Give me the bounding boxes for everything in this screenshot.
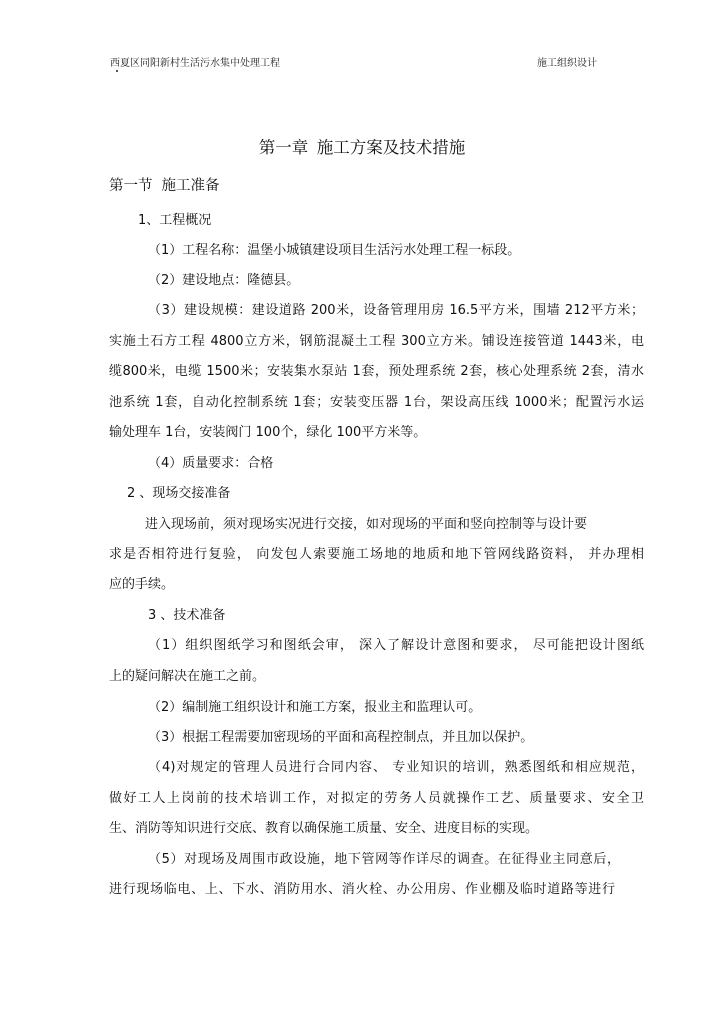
section-title: 第一节 施工准备 bbox=[109, 178, 220, 194]
paragraph-line: （1）工程名称：温堡小城镇建设项目生活污水处理工程一标段。 bbox=[148, 243, 521, 258]
paragraph-line: （4）质量要求：合格 bbox=[148, 456, 274, 471]
paragraph-line: （2）建设地点：隆德县。 bbox=[148, 273, 300, 288]
paragraph-line: （4)对规定的管理人员进行合同内容、 专业知识的培训，熟悉图纸和相应规范， bbox=[148, 760, 644, 775]
paragraph-line: （5）对现场及周围市政设施，地下管网等作详尽的调查。在征得业主同意后， bbox=[148, 852, 620, 867]
paragraph-line: （3）根据工程需要加密现场的平面和高程控制点，并且加以保护。 bbox=[148, 730, 534, 745]
paragraph-line: 进行现场临电、上、下水、消防用水、消火栓、办公用房、作业棚及临时道路等进行 bbox=[109, 882, 615, 897]
paragraph-line: （1）组织图纸学习和图纸会审， 深入了解设计意图和要求， 尽可能把设计图纸 bbox=[148, 638, 644, 653]
paragraph-line: 做好工人上岗前的技术培训工作，对拟定的劳务人员就操作工艺、质量要求、安全卫 bbox=[109, 791, 644, 806]
paragraph-line: （2）编制施工组织设计和施工方案，报业主和监理认可。 bbox=[148, 700, 482, 715]
paragraph-line: 池系统 1套，自动化控制系统 1套；安装变压器 1台，架设高压线 1000米；配置污水运 bbox=[109, 395, 644, 410]
paragraph-line: （3）建设规模：建设道路 200米，设备管理用房 16.5平方米，围墙 212平方米； bbox=[148, 303, 644, 318]
paragraph-line: 输处理车 1台，安装阀门 100个，绿化 100平方米等。 bbox=[109, 425, 427, 440]
paragraph-line: 求是否相符进行复验， 向发包人索要施工场地的地质和地下管网线路资料， 并办理相 bbox=[109, 547, 644, 562]
chapter-title: 第一章 施工方案及技术措施 bbox=[258, 138, 466, 157]
heading-site-handover: 2 、现场交接准备 bbox=[127, 486, 231, 501]
paragraph-line: 缆800米，电缆 1500米；安装集水泵站 1套，预处理系统 2套，核心处理系统 2套，清水 bbox=[109, 364, 644, 379]
heading-technical-preparation: 3 、技术准备 bbox=[148, 608, 226, 623]
paragraph-line: 实施土石方工程 4800立方米，钢筋混凝土工程 300立方米。铺设连接管道 1443米，电 bbox=[109, 334, 644, 349]
header-project-name: 西夏区同阳新村生活污水集中处理工程 bbox=[110, 58, 280, 69]
paragraph-line: 进入现场前，须对现场实况进行交接，如对现场的平面和竖向控制等与设计要 bbox=[145, 517, 588, 532]
paragraph-line: 生、消防等知识进行交底、教育以确保施工质量、安全、进度目标的实现。 bbox=[109, 821, 539, 836]
heading-project-overview: 1、工程概况 bbox=[138, 213, 212, 228]
header-doc-type: 施工组织设计 bbox=[537, 58, 597, 69]
paragraph-line: 上的疑问解决在施工之前。 bbox=[109, 669, 266, 684]
header-mark bbox=[116, 70, 118, 72]
paragraph-line: 应的手续。 bbox=[109, 577, 175, 592]
